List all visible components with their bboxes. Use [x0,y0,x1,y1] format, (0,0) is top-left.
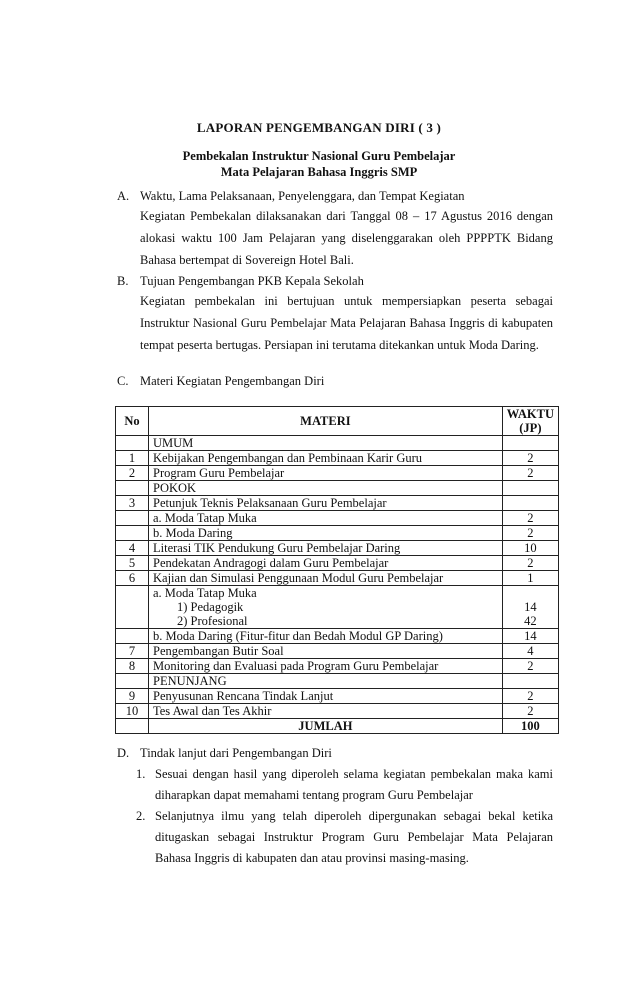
table-row [116,674,559,689]
row-waktu: 2 [502,704,558,719]
table-row [116,689,559,704]
section-c-letter: C. [117,374,129,388]
section-a-heading [117,187,553,205]
row-waktu: 14 [502,629,558,644]
table-row [116,659,559,674]
table-row [116,511,559,526]
row-materi-main: a. Moda Tatap Muka [153,586,257,600]
table-row [116,436,559,451]
row-materi: Kajian dan Simulasi Penggunaan Modul Guru Pembelajar [149,571,503,586]
row-no: 9 [116,689,149,704]
row-no [116,526,149,541]
list-item [136,764,553,806]
table-row [116,571,559,586]
subtitle-line-2: Mata Pelajaran Bahasa Inggris SMP [220,165,418,179]
row-no [116,629,149,644]
table-row [116,556,559,571]
row-waktu-sub-2: 42 [524,614,537,628]
row-materi: Literasi TIK Pendukung Guru Pembelajar Daring [149,541,503,556]
section-a-title: Waktu, Lama Pelaksanaan, Penyelenggara, dan Tempat Kegiatan [140,189,465,203]
row-waktu [502,496,558,511]
row-waktu: 2 [502,466,558,481]
row-materi [149,586,503,629]
row-waktu: 2 [502,659,558,674]
section-c [117,372,553,390]
section-c-heading [117,372,553,390]
row-waktu: 2 [502,526,558,541]
row-materi: b. Moda Daring (Fitur-fitur dan Bedah Modul GP Daring) [149,629,503,644]
header-waktu-line-1: WAKTU [506,407,554,421]
row-waktu: 10 [502,541,558,556]
section-b-letter: B. [117,274,129,288]
list-item-text: Selanjutnya ilmu yang telah diperoleh dipergunakan sebagai bekal ketika ditugaskan sebagai Instruktur Program Guru Pembelajar Mata Pelajaran Bahasa Inggris di kabupaten dan atau provinsi masing-masing. [155,809,553,865]
list-item [136,806,553,869]
row-materi: b. Moda Daring [149,526,503,541]
section-a-letter: A. [117,189,130,203]
table-row [116,526,559,541]
row-materi: Program Guru Pembelajar [149,466,503,481]
row-no: 1 [116,451,149,466]
row-materi-sub-1: 1) Pedagogik [177,600,244,614]
page-subtitle [0,148,638,180]
section-b [117,272,553,356]
row-materi: Monitoring dan Evaluasi pada Program Guru Pembelajar [149,659,503,674]
row-materi: PENUNJANG [149,674,503,689]
row-waktu [502,481,558,496]
row-no: 4 [116,541,149,556]
row-no: 8 [116,659,149,674]
section-d-heading [117,744,553,762]
row-waktu: 2 [502,511,558,526]
row-materi: Tes Awal dan Tes Akhir [149,704,503,719]
row-waktu: 2 [502,451,558,466]
section-d-title: Tindak lanjut dari Pengembangan Diri [140,746,332,760]
total-value: 100 [502,719,558,734]
total-no [116,719,149,734]
row-no [116,436,149,451]
total-label: JUMLAH [149,719,503,734]
header-waktu [502,407,558,436]
row-waktu-sub-1: 14 [524,600,537,614]
row-waktu: 4 [502,644,558,659]
table-row [116,496,559,511]
row-materi: Penyusunan Rencana Tindak Lanjut [149,689,503,704]
section-a-body: Kegiatan Pembekalan dilaksanakan dari Tanggal 08 – 17 Agustus 2016 dengan alokasi waktu 100 Jam Pelajaran yang diselenggarakan oleh PPPPTK Bidang Bahasa bertempat di Sovereign Hotel Bali. [140,209,553,267]
row-no [116,511,149,526]
section-c-title: Materi Kegiatan Pengembangan Diri [140,374,325,388]
table-row [116,586,559,629]
row-materi: UMUM [149,436,503,451]
section-d-letter: D. [117,746,130,760]
list-item-number: 2. [136,809,146,823]
table-header-row [116,407,559,436]
section-b-title: Tujuan Pengembangan PKB Kepala Sekolah [140,274,364,288]
row-materi: Pendekatan Andragogi dalam Guru Pembelajar [149,556,503,571]
section-b-heading [117,272,553,290]
table-row [116,451,559,466]
row-materi: Petunjuk Teknis Pelaksanaan Guru Pembelajar [149,496,503,511]
list-item-number: 1. [136,767,146,781]
header-no: No [116,407,149,436]
materi-table [115,406,559,734]
row-no [116,481,149,496]
table-row [116,466,559,481]
row-no: 3 [116,496,149,511]
page-title: LAPORAN PENGEMBANGAN DIRI ( 3 ) [196,120,442,135]
row-no: 6 [116,571,149,586]
row-materi: POKOK [149,481,503,496]
row-materi-sub-2: 2) Profesional [177,614,248,628]
row-materi: Pengembangan Butir Soal [149,644,503,659]
subtitle-line-1: Pembekalan Instruktur Nasional Guru Pembelajar [182,149,456,163]
header-materi: MATERI [149,407,503,436]
list-item-text: Sesuai dengan hasil yang diperoleh selama kegiatan pembekalan maka kami diharapkan dapat memahami tentang program Guru Pembelajar [155,767,553,802]
row-waktu [502,586,558,629]
table-row [116,704,559,719]
row-no: 7 [116,644,149,659]
row-no [116,586,149,629]
row-waktu [502,436,558,451]
row-waktu: 2 [502,556,558,571]
row-no: 5 [116,556,149,571]
row-no: 10 [116,704,149,719]
table-row [116,644,559,659]
row-materi: Kebijakan Pengembangan dan Pembinaan Karir Guru [149,451,503,466]
section-d [117,744,553,869]
table-row [116,481,559,496]
section-a [117,187,553,271]
followup-list [136,764,553,869]
row-waktu [502,674,558,689]
table-row [116,629,559,644]
row-waktu: 1 [502,571,558,586]
header-waktu-line-2: (JP) [519,421,542,435]
section-b-body: Kegiatan pembekalan ini bertujuan untuk mempersiapkan peserta sebagai Instruktur Nasional Guru Pembelajar Mata Pelajaran Bahasa Inggris di kabupaten tempat peserta bertugas. Persiapan ini terutama ditekankan untuk Moda Daring. [140,294,553,352]
table-total-row [116,719,559,734]
table-row [116,541,559,556]
row-no: 2 [116,466,149,481]
row-waktu: 2 [502,689,558,704]
row-materi: a. Moda Tatap Muka [149,511,503,526]
row-no [116,674,149,689]
